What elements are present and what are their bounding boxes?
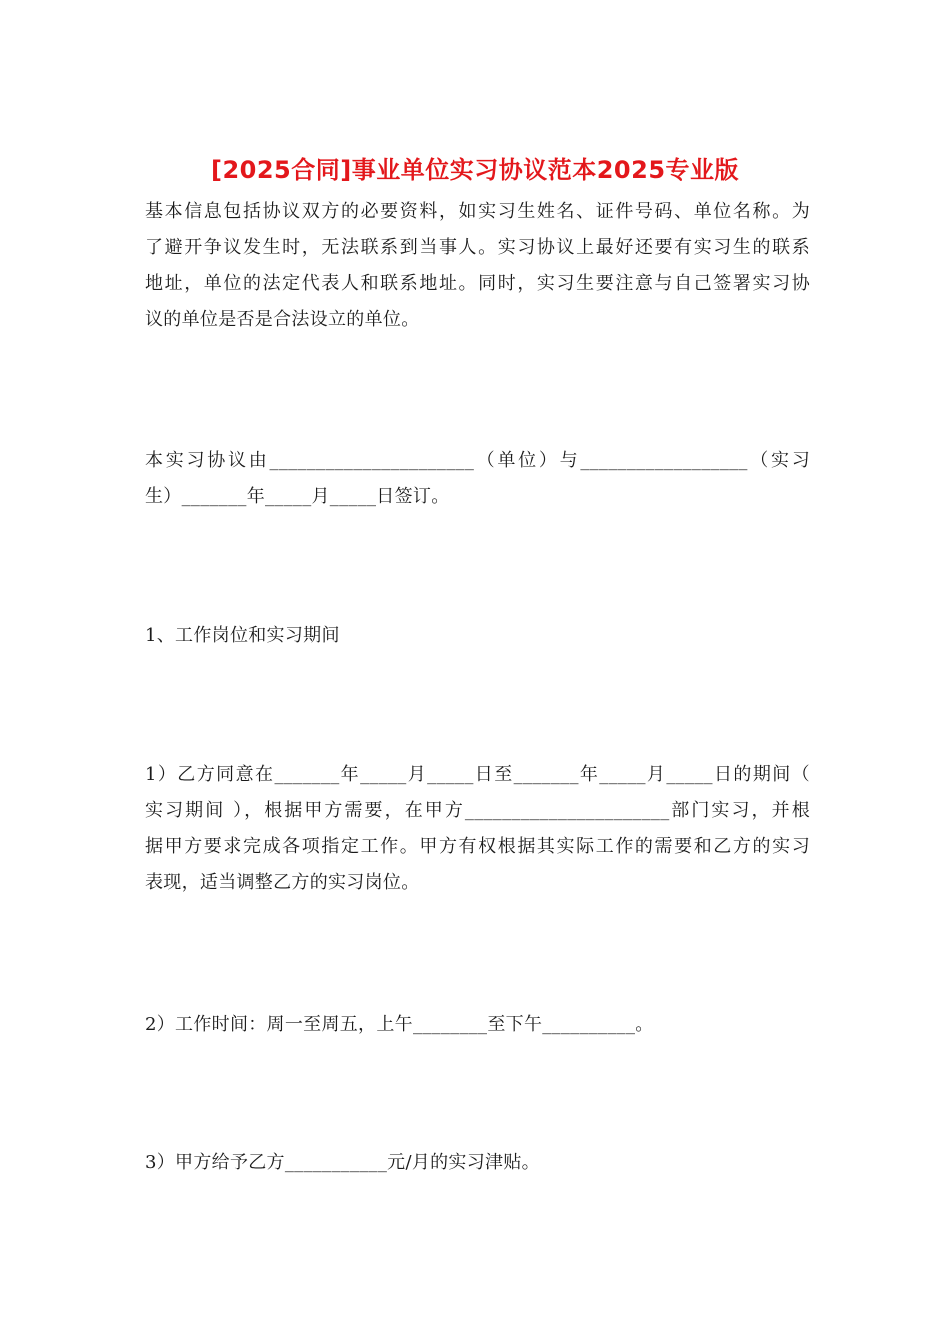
intro-line-1: 基本信息包括协议双方的必要资料，如实习生姓名、证件号码、单位名称。为 xyxy=(145,201,810,222)
item-3-paragraph xyxy=(145,1145,810,1181)
intro-line-4: 议的单位是否是合法设立的单位。 xyxy=(145,309,420,330)
item-1-line-2: 实习期间 ），根据甲方需要，在甲方______________________部门实习，并根 xyxy=(145,800,810,821)
item-3-line: 3）甲方给予乙方___________元/月的实习津贴。 xyxy=(145,1152,540,1173)
item-2-line: 2）工作时间：周一至周五，上午________至下午__________。 xyxy=(145,1014,654,1035)
item-1-paragraph xyxy=(145,757,810,901)
item-1-line-3: 据甲方要求完成各项指定工作。甲方有权根据其实际工作的需要和乙方的实习 xyxy=(145,836,810,857)
parties-line-1: 本实习协议由______________________（单位）与__________________（实习 xyxy=(145,450,810,471)
parties-line-2: 生）_______年_____月_____日签订。 xyxy=(145,486,450,507)
item-2-paragraph xyxy=(145,1007,810,1043)
item-1-line-1: 1）乙方同意在_______年_____月_____日至_______年_____月_____日的期间（ xyxy=(145,764,810,785)
section-1-heading-text: 1、工作岗位和实习期间 xyxy=(145,625,340,646)
section-1-heading xyxy=(145,618,810,654)
parties-paragraph xyxy=(145,443,810,515)
document-title: [2025合同]事业单位实习协议范本2025专业版 xyxy=(210,156,740,184)
item-1-line-4: 表现，适当调整乙方的实习岗位。 xyxy=(145,872,420,893)
intro-line-3: 地址，单位的法定代表人和联系地址。同时，实习生要注意与自己签署实习协 xyxy=(145,273,810,294)
intro-paragraph xyxy=(145,194,810,338)
intro-line-2: 了避开争议发生时，无法联系到当事人。实习协议上最好还要有实习生的联系 xyxy=(145,237,810,258)
